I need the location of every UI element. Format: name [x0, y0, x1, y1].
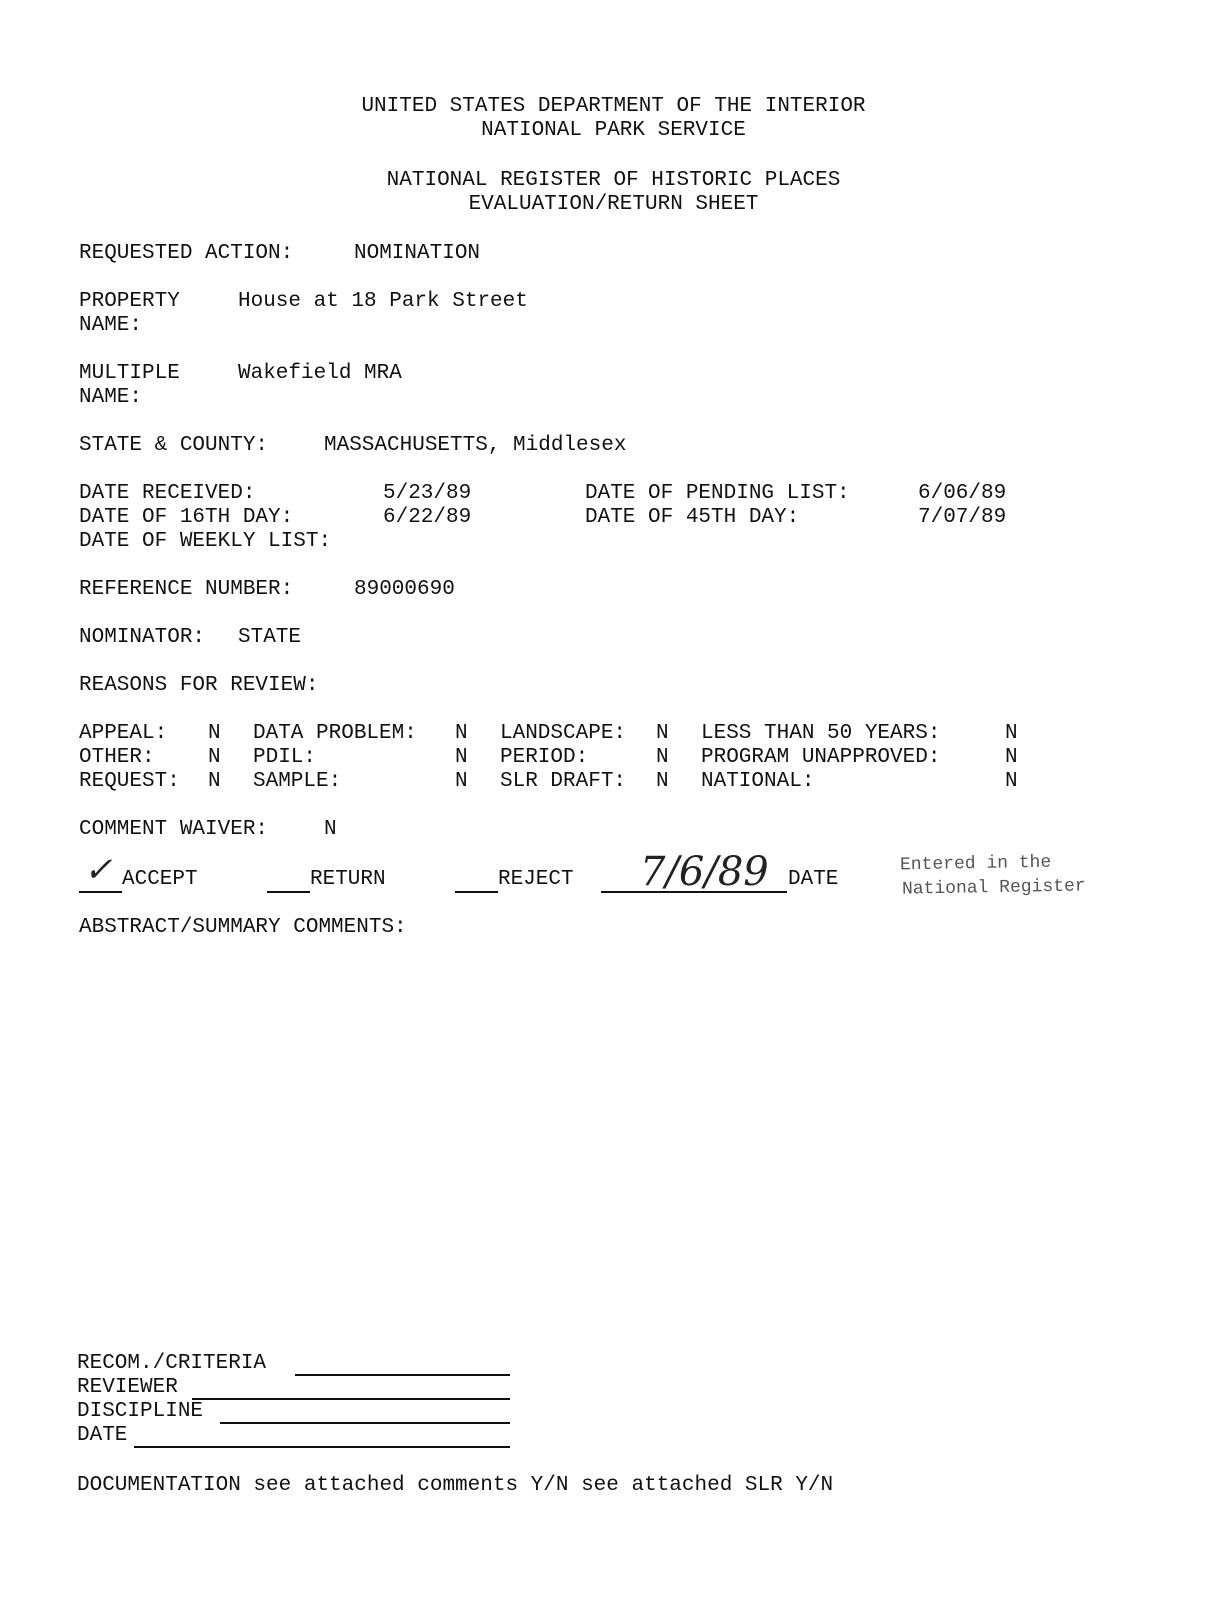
period-value: N — [656, 746, 669, 769]
state-county-value: MASSACHUSETTS, Middlesex — [324, 434, 627, 457]
less-than-50-value: N — [1005, 722, 1018, 745]
property-name-value: House at 18 Park Street — [238, 290, 528, 313]
sheet-title: EVALUATION/RETURN SHEET — [468, 193, 759, 216]
return-blank-line — [267, 891, 310, 893]
landscape-value: N — [656, 722, 669, 745]
other-label: OTHER: — [79, 746, 155, 769]
reasons-title: REASONS FOR REVIEW: — [79, 674, 319, 697]
reference-label: REFERENCE NUMBER: — [79, 578, 294, 601]
date-pending-label: DATE OF PENDING LIST: — [585, 482, 850, 505]
date-16th-value: 6/22/89 — [383, 506, 472, 529]
entered-stamp-line2: National Register — [901, 876, 1086, 900]
nominator-label: NOMINATOR: — [79, 626, 206, 649]
property-label-1: PROPERTY — [79, 290, 180, 313]
date-label: DATE — [788, 868, 839, 891]
requested-action-value: NOMINATION — [354, 242, 481, 265]
data-problem-value: N — [455, 722, 468, 745]
date-16th-label: DATE OF 16TH DAY: — [79, 506, 294, 529]
recom-criteria-line — [295, 1374, 510, 1376]
reference-value: 89000690 — [354, 578, 455, 601]
date-45th-value: 7/07/89 — [918, 506, 1007, 529]
reviewer-label: REVIEWER — [77, 1376, 178, 1399]
sample-value: N — [455, 770, 468, 793]
requested-action-label: REQUESTED ACTION: — [79, 242, 294, 265]
less-than-50-label: LESS THAN 50 YEARS: — [701, 722, 941, 745]
footer-date-label: DATE — [77, 1424, 128, 1447]
pdil-label: PDIL: — [253, 746, 317, 769]
multiple-name-value: Wakefield MRA — [238, 362, 402, 385]
state-county-label: STATE & COUNTY: — [79, 434, 269, 457]
register-title: NATIONAL REGISTER OF HISTORIC PLACES — [386, 169, 841, 192]
date-received-label: DATE RECEIVED: — [79, 482, 256, 505]
request-value: N — [208, 770, 221, 793]
appeal-value: N — [208, 722, 221, 745]
date-weekly-label: DATE OF WEEKLY LIST: — [79, 530, 332, 553]
documentation-line: DOCUMENTATION see attached comments Y/N see attached SLR Y/N — [77, 1474, 834, 1497]
national-value: N — [1005, 770, 1018, 793]
checkmark-icon: ✓ — [84, 850, 113, 890]
multiple-label-2: NAME: — [79, 386, 143, 409]
comment-waiver-value: N — [324, 818, 337, 841]
data-problem-label: DATA PROBLEM: — [253, 722, 417, 745]
national-label: NATIONAL: — [701, 770, 815, 793]
property-label-2: NAME: — [79, 314, 143, 337]
comment-waiver-label: COMMENT WAIVER: — [79, 818, 269, 841]
reject-blank-line — [455, 891, 498, 893]
other-value: N — [208, 746, 221, 769]
date-received-value: 5/23/89 — [383, 482, 472, 505]
service-title: NATIONAL PARK SERVICE — [481, 119, 746, 142]
appeal-label: APPEAL: — [79, 722, 168, 745]
slr-draft-value: N — [656, 770, 669, 793]
request-label: REQUEST: — [79, 770, 180, 793]
footer-date-line — [134, 1446, 510, 1448]
reviewer-line — [192, 1398, 510, 1400]
date-pending-value: 6/06/89 — [918, 482, 1007, 505]
slr-draft-label: SLR DRAFT: — [500, 770, 627, 793]
reject-label: REJECT — [498, 868, 574, 891]
handwritten-date: 7/6/89 — [640, 849, 769, 895]
landscape-label: LANDSCAPE: — [500, 722, 627, 745]
entered-stamp-line1: Entered in the — [899, 852, 1052, 876]
accept-blank-line — [79, 891, 122, 893]
pdil-value: N — [455, 746, 468, 769]
discipline-label: DISCIPLINE — [77, 1400, 204, 1423]
recom-criteria-label: RECOM./CRITERIA — [77, 1352, 267, 1375]
department-title: UNITED STATES DEPARTMENT OF THE INTERIOR — [361, 95, 866, 118]
sample-label: SAMPLE: — [253, 770, 342, 793]
period-label: PERIOD: — [500, 746, 589, 769]
program-unapproved-label: PROGRAM UNAPPROVED: — [701, 746, 941, 769]
multiple-label-1: MULTIPLE — [79, 362, 180, 385]
program-unapproved-value: N — [1005, 746, 1018, 769]
return-label: RETURN — [310, 868, 386, 891]
date-45th-label: DATE OF 45TH DAY: — [585, 506, 800, 529]
nominator-value: STATE — [238, 626, 302, 649]
discipline-line — [220, 1422, 510, 1424]
abstract-label: ABSTRACT/SUMMARY COMMENTS: — [79, 916, 407, 939]
accept-label: ACCEPT — [122, 868, 198, 891]
